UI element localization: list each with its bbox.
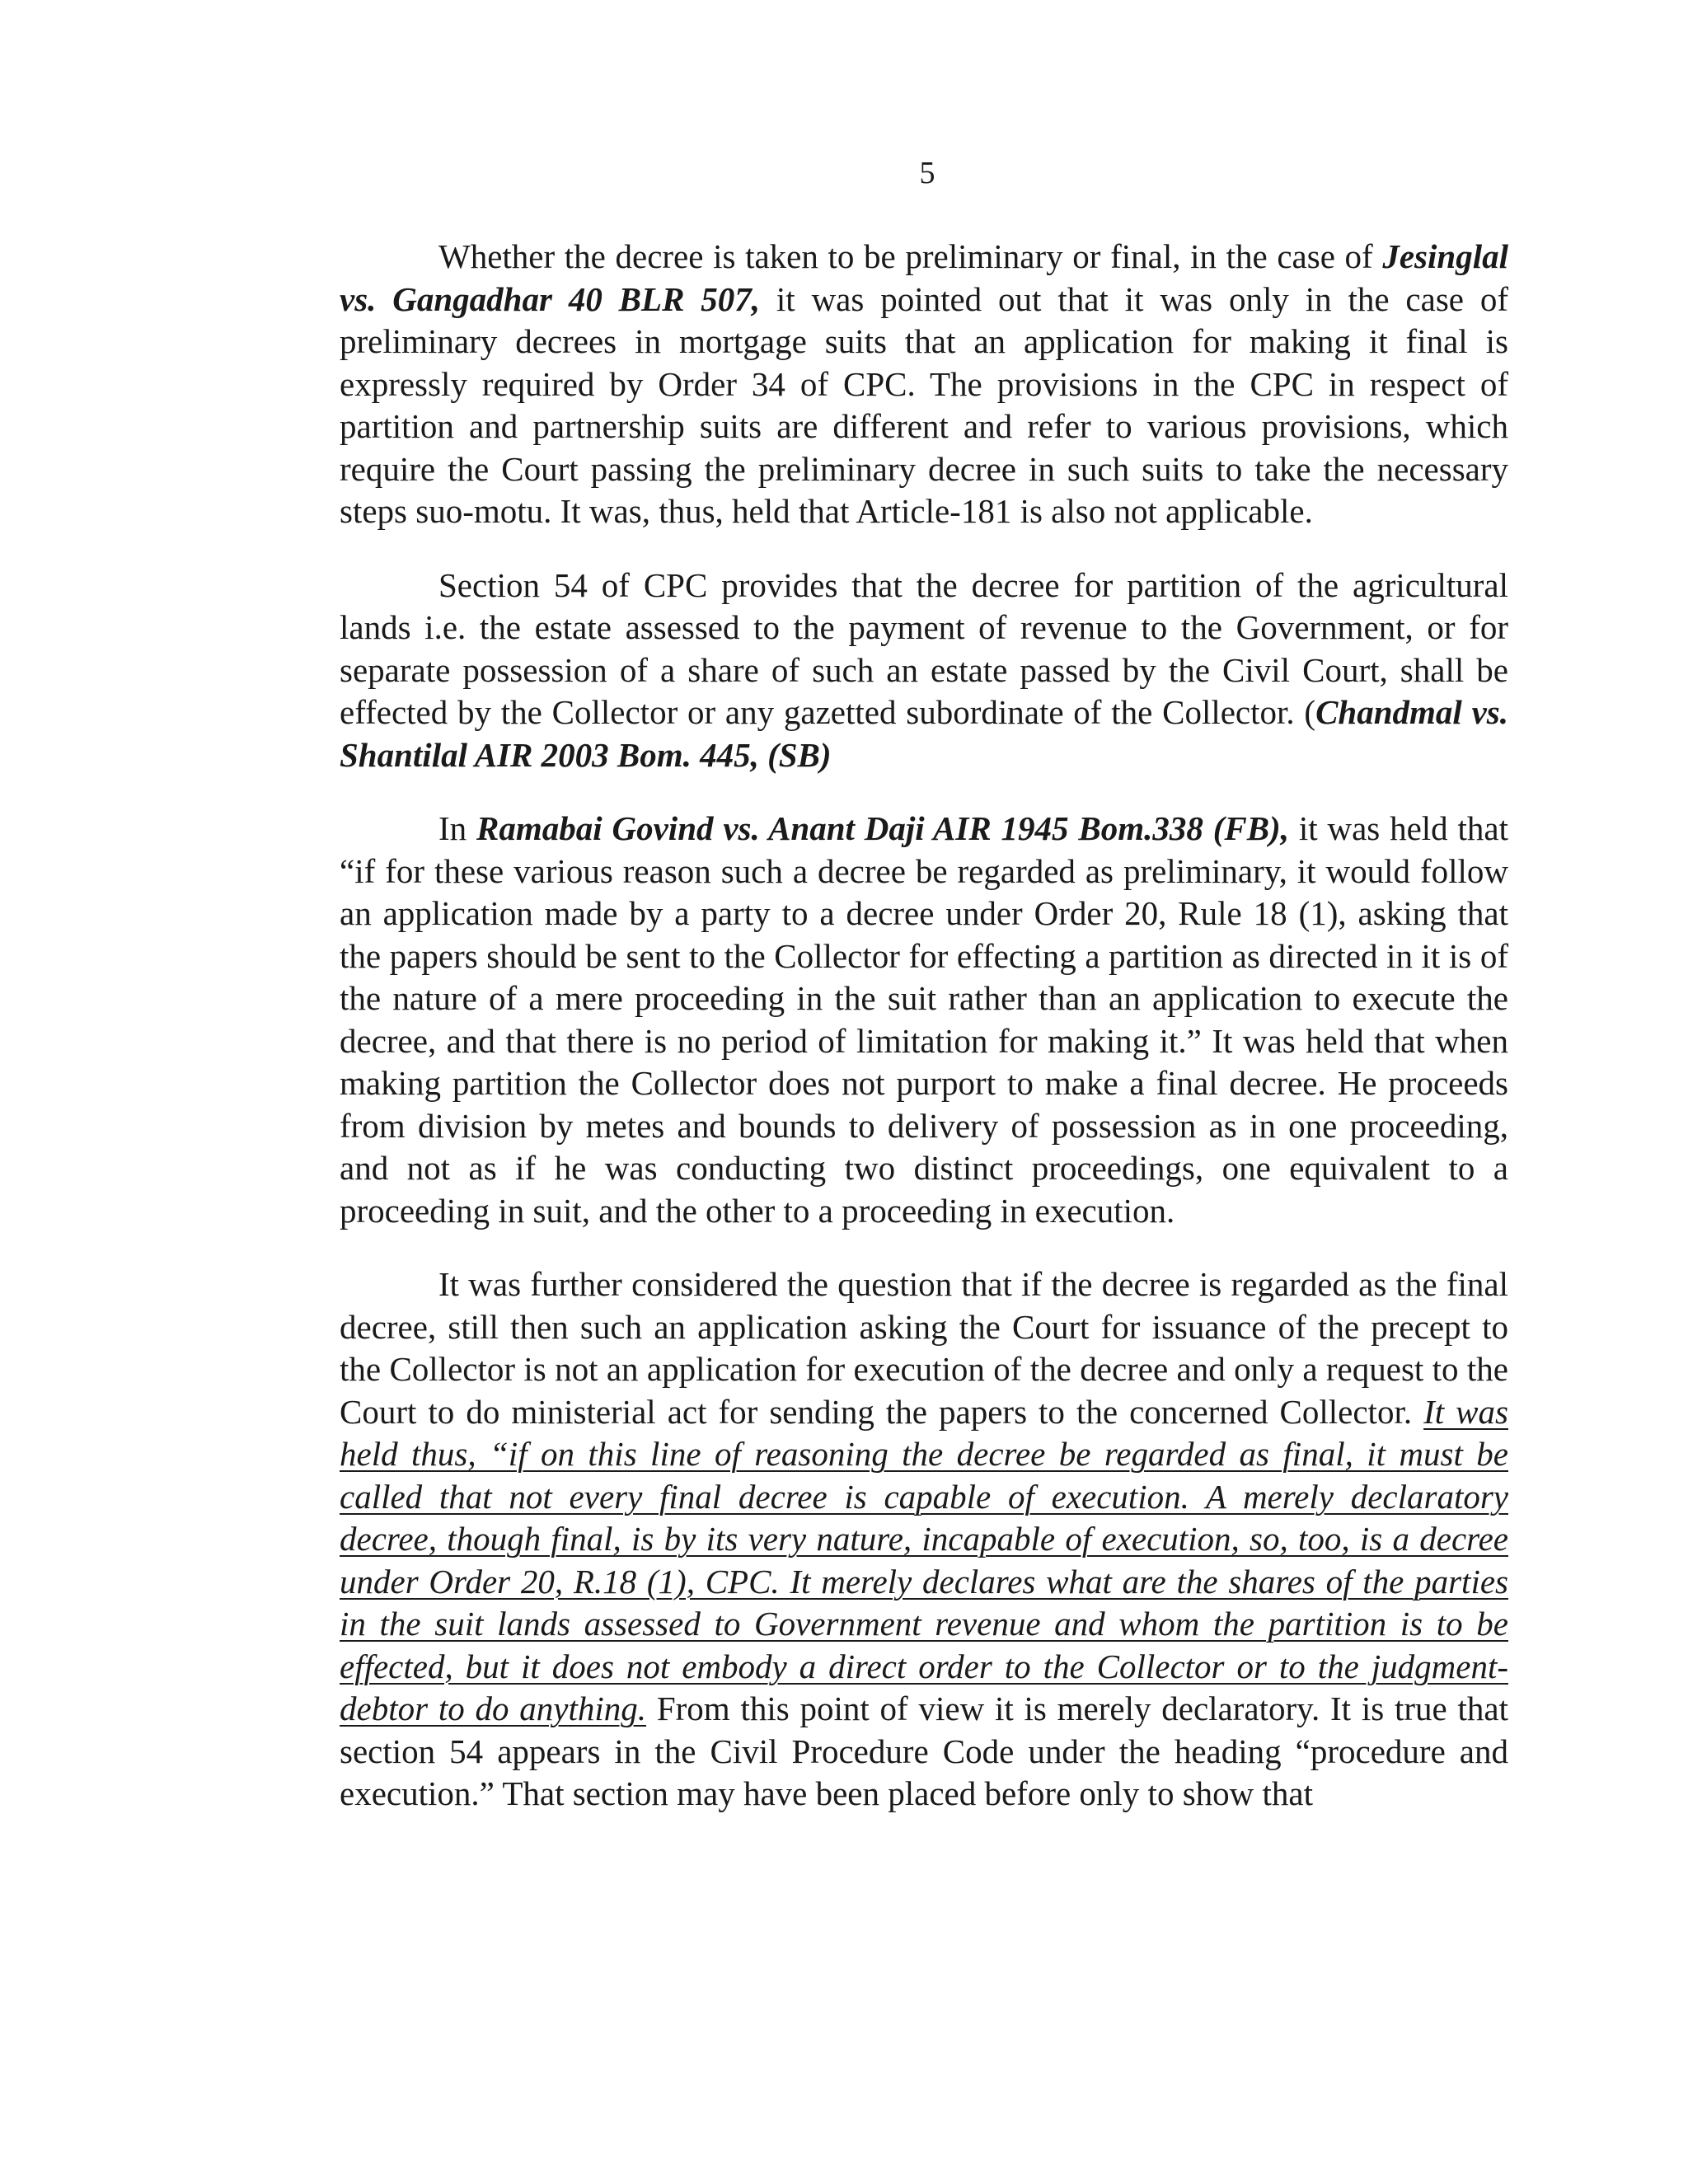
paragraph-text: it was held that “if for these various reason such a decree be regarded as preliminary, it would follow an application made by a party to a decree under Order 20, Rule 18 (1), asking that the papers should be sent to the Collector for effecting a partition as directed in it is of the nature of a mere proceeding in the suit rather than an application to execute the decree, and that there is no period of limitation for making it.” It was held that when making partition the Collector does not purport to make a final decree. He proceeds from division by metes and bounds to delivery of possession as in one proceeding, and not as if he was conducting two distinct proceedings, one equivalent to a proceeding in suit, and the other to a proceeding in execution. [340,809,1509,1230]
paragraph-text: In [438,809,477,847]
paragraph-jesinglal [340,236,1508,533]
document-body [340,236,1508,1847]
case-citation: Chandmal vs. Shantilal AIR 2003 Bom. 445, (SB) [340,693,1508,774]
case-citation: Jesinglal vs. Gangadhar 40 BLR 507, [340,237,1508,318]
paragraph-text: Section 54 of CPC provides that the decree for partition of the agricultural lands i.e. the estate assessed to the payment of revenue to the Government, or for separate possession of a share of such an estate passed by the Civil Court, shall be effected by the Collector or any gazetted subordinate of the Collector. ( [340,565,1508,731]
paragraph-text: From this point of view it is merely declaratory. It is true that section 54 appears in the Civil Procedure Code under the heading “procedure and execution.” That section may have been placed before only to show that [340,1690,1508,1812]
paragraph-section-54 [340,565,1508,777]
case-citation: Ramabai Govind vs. Anant Daji AIR 1945 Bom.338 (FB), [476,809,1289,847]
paragraph-ramabai [340,808,1508,1232]
paragraph-text: it was pointed out that it was only in the case of preliminary decrees in mortgage suits that an application for making it final is expressly required by Order 34 of CPC. The provisions in the CPC in respect of partition and partnership suits are different and refer to various provisions, which require the Court passing the preliminary decree in such suits to take the necessary steps suo-motu. It was, thus, held that Article-181 is also not applicable. [340,279,1509,530]
underlined-quotation: It was held thus, “if on this line of reasoning the decree be regarded as final, it must be called that not every final decree is capable of execution. A merely declaratory decree, though final, is by its very nature, incapable of execution, so, too, is a decree under Order 20, R.18 (1), CPC. It merely declares what are the shares of the parties in the suit lands assessed to Government revenue and whom the partition is to be effected, but it does not embody a direct order to the Collector or to the judgment-debtor to do anything. [340,1392,1508,1727]
paragraph-text: It was further considered the question that if the decree is regarded as the final decree, still then such an application asking the Court for issuance of the precept to the Collector is not an application for execution of the decree and only a request to the Court to do ministerial act for sending the papers to the concerned Collector. [340,1265,1508,1431]
page-number: 5 [919,156,935,190]
paragraph-text: Whether the decree is taken to be preliminary or final, in the case of [438,237,1383,275]
paragraph-final-decree [340,1263,1508,1816]
